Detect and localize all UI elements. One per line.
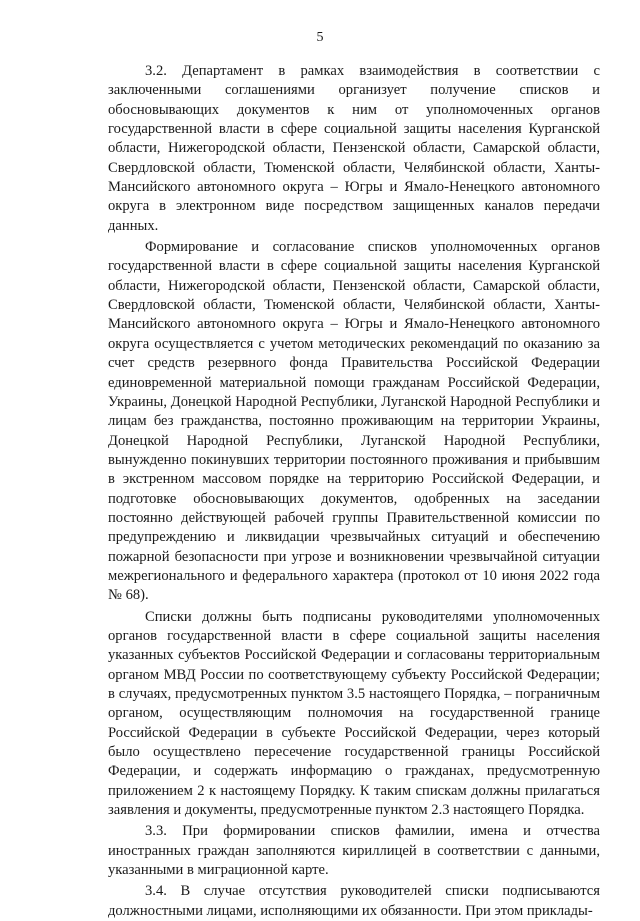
paragraph-3-3: 3.3. При формировании списков фамилии, имена и отчества иностранных граждан заполняются кириллицей в соответствии с данными, указанными в миграционной карте. [108,823,600,879]
page-number: 5 [316,30,324,45]
paragraph-list-signing: Списки должны быть подписаны руководителями уполномоченных органов государственной власти в сфере социальной защиты населения указанных субъектов Российской Федерации и согласованы территориальным органом МВД России по соответствующему субъекту Российской Федерации; в случаях, предусмотренных пунктом 3.5 настоящего Порядка, – пограничным органом, осуществляющим полномочия на государственной границе Российской Федерации в субъекте Российской Федерации, через который было осуществлено пересечение государственной границы Российской Федерации, и содержать информацию о гражданах, предусмотренную приложением 2 к настоящему Порядку. К таким спискам должны прилагаться заявления и документы, предусмотренные пунктом 2.3 настоящего Порядка. [108,608,600,819]
paragraph-3-2: 3.2. Департамент в рамках взаимодействия в соответствии с заключенными соглашениями организует получение списков и обосновывающих документов к ним от уполномоченных органов государственной власти в сфере социальной защиты населения Курганской области, Нижегородской области, Пензенской области, Самарской области, Свердловской области, Тюменской области, Челябинской области, Ханты-Мансийского автономного округа – Югры и Ямало-Ненецкого автономного округа в электронном виде посредством защищенных каналов передачи данных. [108,63,600,234]
paragraph-3-4: 3.4. В случае отсутствия руководителей списки подписываются должностными лицами, исполняющими их обязанности. При этом приклады- [108,883,600,919]
paragraph-list-formation: Формирование и согласование списков уполномоченных органов государственной власти в сфере социальной защиты населения Курганской области, Нижегородской области, Пензенской области, Самарской области, Свердловской области, Тюменской области, Челябинской области, Ханты-Мансийского автономного округа – Югры и Ямало-Ненецкого автономного округа осуществляется с учетом методических рекомендаций по оказанию за счет средств резервного фонда Правительства Российской Федерации единовременной материальной помощи гражданам Российской Федерации, Украины, Донецкой Народной Республики, Луганской Народной Республики и лицам без гражданства, постоянно проживающим на территории Украины, Донецкой Народной Республики, Луганской Народной Республики, вынужденно покинувших территории постоянного проживания и прибывшим в экстренном массовом порядке на территорию Российской Федерации, и подготовке обосновывающих документов, одобренных на заседании постоянно действующей рабочей группы Правительственной комиссии по предупреждению и ликвидации чрезвычайных ситуаций и обеспечению пожарной безопасности при угрозе и возникновении чрезвычайной ситуации межрегионального и федерального характера (протокол от 10 июня 2022 года № 68). [108,239,600,604]
document-body [108,62,600,921]
